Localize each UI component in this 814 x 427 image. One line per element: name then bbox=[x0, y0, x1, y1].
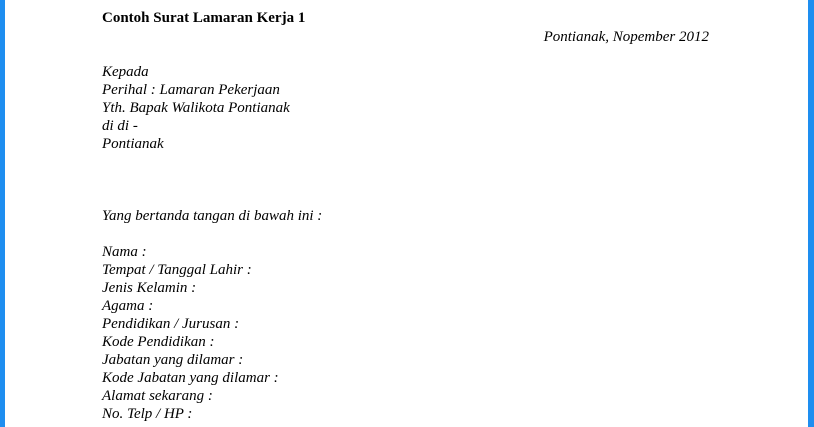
field-jabatan-dilamar: Jabatan yang dilamar : bbox=[102, 352, 244, 368]
address-line-yth: Yth. Bapak Walikota Pontianak bbox=[102, 100, 290, 116]
field-pendidikan-jurusan: Pendidikan / Jurusan : bbox=[102, 316, 240, 332]
field-tempat-tanggal-lahir: Tempat / Tanggal Lahir : bbox=[102, 262, 252, 278]
address-line-di: di di - bbox=[102, 118, 138, 134]
document-title: Contoh Surat Lamaran Kerja 1 bbox=[102, 10, 306, 26]
recipient-address bbox=[102, 63, 290, 153]
field-telp-hp: No. Telp / HP : bbox=[102, 406, 193, 422]
field-alamat-sekarang: Alamat sekarang : bbox=[102, 388, 213, 404]
intro-line: Yang bertanda tangan di bawah ini : bbox=[102, 208, 323, 224]
field-nama: Nama : bbox=[102, 244, 147, 260]
date-line: Pontianak, Nopember 2012 bbox=[543, 29, 709, 45]
field-jenis-kelamin: Jenis Kelamin : bbox=[102, 280, 197, 296]
applicant-fields bbox=[102, 243, 279, 423]
letter-document bbox=[5, 0, 808, 427]
field-agama: Agama : bbox=[102, 298, 154, 314]
address-line-city: Pontianak bbox=[102, 136, 164, 152]
field-kode-jabatan: Kode Jabatan yang dilamar : bbox=[102, 370, 279, 386]
intro-sentence bbox=[102, 207, 322, 225]
address-line-perihal: Perihal : Lamaran Pekerjaan bbox=[102, 82, 280, 98]
field-kode-pendidikan: Kode Pendidikan : bbox=[102, 334, 215, 350]
address-line-kepada: Kepada bbox=[102, 64, 149, 80]
